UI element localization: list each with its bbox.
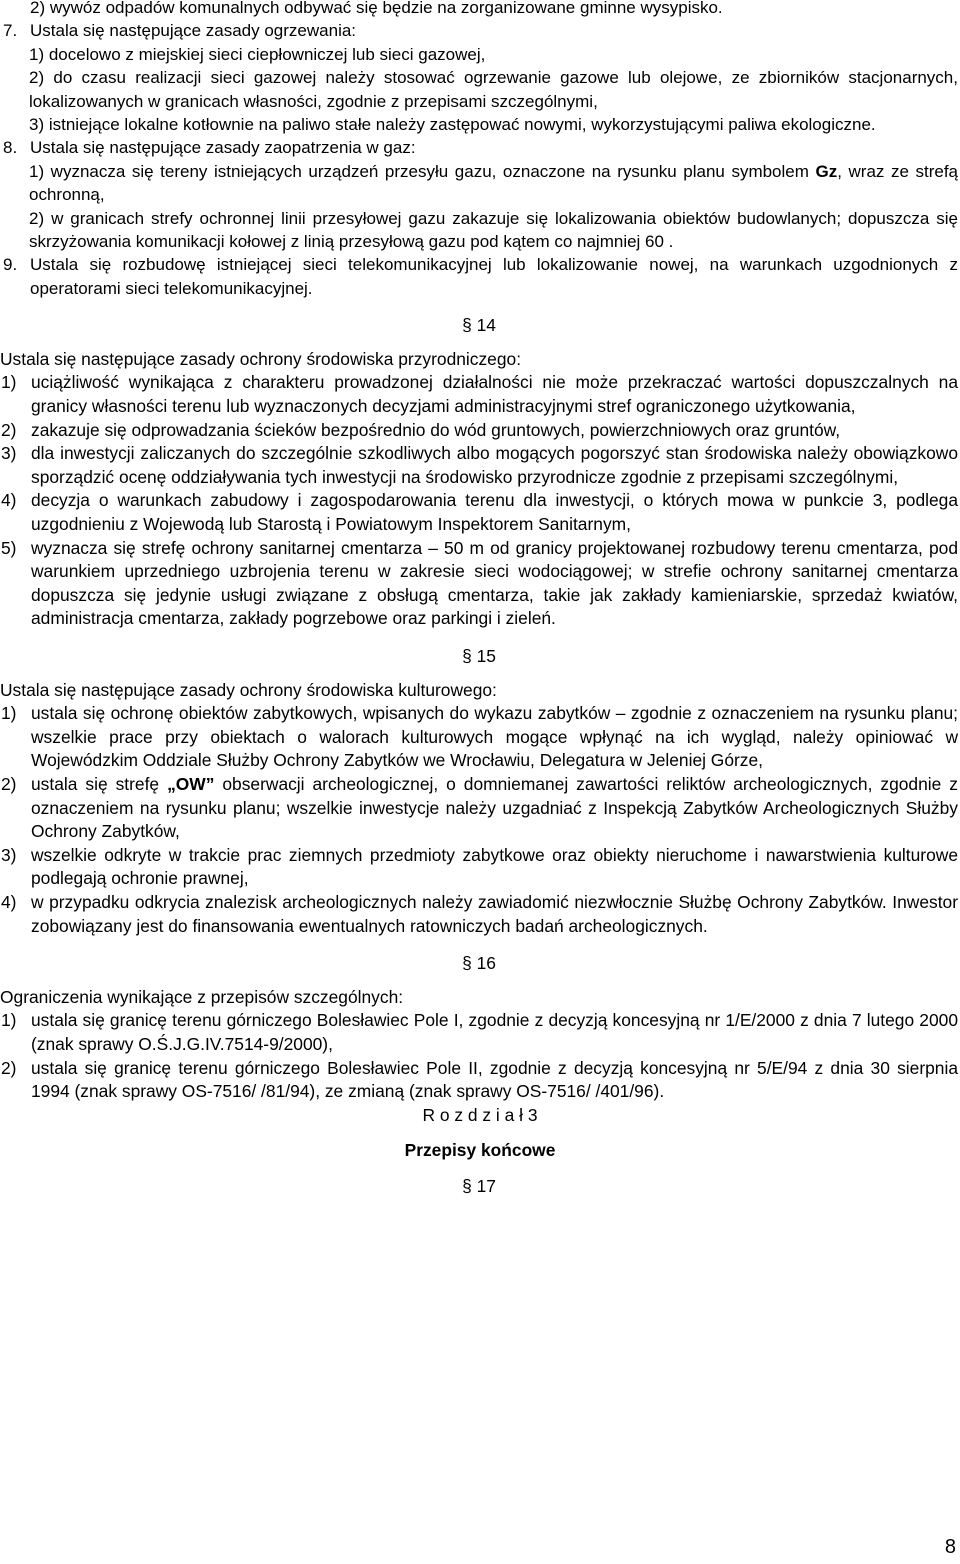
item-text: dla inwestycji zaliczanych do szczególnie szkodliwych albo mogących pogorszyć stan środowiska należy obowiązkowo sporządzić ocenę oddziaływania tych inwestycji na środowisko przyrodnicze zgodnie z przepisami szczególnymi, — [31, 443, 958, 487]
item-text: ustala się granicę terenu górniczego Bolesławiec Pole I, zgodnie z decyzją koncesyjną nr 1/E/2000 z dnia 7 lutego 2000 (znak sprawy O.Ś.J.G.IV.7514-9/2000), — [31, 1010, 958, 1054]
paragraph-16-lead: Ograniczenia wynikające z przepisów szczególnych: — [0, 986, 404, 1007]
item-number: 1) — [1, 1010, 17, 1031]
list-item — [1, 702, 958, 773]
list-item — [1, 537, 958, 631]
item-number: 3) — [1, 443, 17, 464]
paragraph-15-list — [0, 702, 958, 938]
item-text: w przypadku odkrycia znalezisk archeologicznych należy zawiadomić niezwłocznie Służbę Ochrony Zabytków. Inwestor zobowiązany jest do finansowania ewentualnych ratowniczych badań archeologicznych. — [31, 891, 958, 936]
item-text-start: ustala się strefę — [31, 773, 168, 794]
paragraph-16-list — [0, 1009, 958, 1103]
item-number: 4) — [1, 891, 17, 912]
item-number: 5) — [1, 537, 17, 558]
list-item — [1, 371, 958, 418]
paragraph-15-number: 15 — [476, 646, 496, 666]
item-number: 4) — [1, 490, 17, 511]
page-number: 8 — [944, 1536, 956, 1559]
section-8-item-1 — [29, 160, 958, 207]
section-7-lead: Ustala się następujące zasady ogrzewania: — [30, 21, 357, 41]
item-number: 3) — [1, 844, 17, 865]
list-item — [1, 891, 958, 938]
paragraph-16-heading — [0, 952, 958, 976]
list-item — [1, 489, 958, 536]
item-text: zakazuje się odprowadzania ścieków bezpośrednio do wód gruntowych, powierzchniowych oraz gruntów, — [31, 419, 841, 440]
list-item — [1, 773, 958, 844]
section-9-text: Ustala się rozbudowę istniejącej sieci telekomunikacyjnej lub lokalizowanie nowej, na warunkach uzgodnionych z operatorami sieci telekomunikacyjnej. — [30, 255, 958, 298]
section-7-item-3: 3) istniejące lokalne kotłownie na paliwo stałe należy zastępować nowymi, wykorzystującymi paliwa ekologiczne. — [29, 115, 876, 135]
section-8-lead: Ustala się następujące zasady zaopatrzenia w gaz: — [30, 138, 416, 158]
section-7-item-2: 2) do czasu realizacji sieci gazowej należy stosować ogrzewanie gazowe lub olejowe, ze zbiorników stacjonarnych, lokalizowanych w granicach własności, zgodnie z przepisami szczególnymi, — [29, 68, 958, 111]
paragraph-14-lead: Ustala się następujące zasady ochrony środowiska przyrodniczego: — [0, 348, 522, 369]
gas-symbol: Gz — [815, 161, 838, 181]
section-7-item-1: 1) docelowo z miejskiej sieci ciepłowniczej lub sieci gazowej, — [29, 44, 486, 64]
item-text: wszelkie odkryte w trakcie prac ziemnych przedmioty zabytkowe oraz obiekty nieruchome i nawarstwienia kulturowe podlegają ochronie prawnej, — [31, 844, 958, 889]
section-7-number: 7. — [3, 21, 18, 41]
ow-symbol: „OW” — [167, 773, 215, 794]
gas-item-text-end: , wraz ze strefą ochronną, — [29, 161, 958, 205]
section-9 — [0, 253, 958, 300]
item-text: decyzja o warunkach zabudowy i zagospodarowania terenu dla inwestycji, o których mowa w punkcie 3, podlega uzgodnieniu z Wojewodą lub Starostą i Powiatowym Inspektorem Sanitarnym, — [31, 490, 958, 535]
paragraph-17-heading — [0, 1175, 958, 1199]
paragraph-15-lead: Ustala się następujące zasady ochrony środowiska kulturowego: — [0, 679, 497, 700]
paragraph-14-heading — [0, 314, 958, 338]
item-text-end: obserwacji archeologicznej, o domniemanej zawartości reliktów archeologicznych, zgodnie z oznaczeniem na rysunku planu; wszelkie inwestycje należy uzgadniać z Inspekcją Zabytków Archeologicznych Służby Ochrony Zabytków, — [31, 773, 958, 842]
paragraph-15-heading — [0, 645, 958, 669]
item-number: 2) — [1, 773, 17, 794]
section-7 — [0, 19, 958, 42]
paragraph-14-number: 14 — [476, 315, 496, 336]
section-7-items — [0, 43, 958, 137]
paragraph-17-number: 17 — [476, 1175, 496, 1196]
paragraph-sign: § — [462, 1175, 477, 1196]
section-8-number: 8. — [3, 138, 18, 158]
item-number: 1) — [1, 703, 17, 724]
paragraph-16-number: 16 — [476, 953, 496, 974]
list-item — [1, 844, 958, 891]
list-item — [1, 419, 958, 443]
gas-item-text: 1) wyznacza się tereny istniejących urządzeń przesyłu gazu, oznaczone na rysunku planu symbolem — [29, 161, 816, 181]
section-8 — [0, 136, 958, 159]
chapter-title: Przepisy końcowe — [404, 1140, 556, 1161]
paragraph-14-list — [0, 371, 958, 631]
item-number: 2) — [1, 1057, 17, 1078]
section-9-number: 9. — [3, 255, 18, 275]
section-7-8-9 — [0, 0, 958, 300]
item-number: 2) — [1, 419, 17, 440]
item-text: ustala się granicę terenu górniczego Bolesławiec Pole II, zgodnie z decyzją koncesyjną nr 5/E/94 z dnia 30 sierpnia 1994 (znak sprawy OS-7516/ /81/94), ze zmianą (znak sprawy OS-7516/ /401/96). — [31, 1057, 958, 1102]
list-item — [1, 1057, 958, 1104]
item-text — [31, 773, 958, 844]
paragraph-sign: § — [462, 953, 477, 974]
chapter-label: R o z d z i a ł 3 — [422, 1104, 538, 1125]
paragraph-sign: § — [462, 646, 477, 666]
section-8-items — [0, 160, 958, 254]
paragraph-sign: § — [462, 315, 477, 336]
section-8-item-2: 2) w granicach strefy ochronnej linii przesyłowej gazu zakazuje się lokalizowania obiektów budowlanych; dopuszcza się skrzyżowania komunikacji kołowej z linią przesyłową gazu pod kątem co najmniej 60 . — [29, 208, 958, 252]
list-item — [1, 1009, 958, 1056]
item-text: uciążliwość wynikająca z charakteru prowadzonej działalności nie może przekraczać wartości dopuszczalnych na granicy własności terenu lub wyznaczonych decyzjami administracyjnymi stref ograniczonego użytkowania, — [31, 372, 958, 417]
line-waste-disposal: 2) wywóz odpadów komunalnych odbywać się będzie na zorganizowane gminne wysypisko. — [30, 0, 723, 17]
item-text: wyznacza się strefę ochrony sanitarnej cmentarza – 50 m od granicy projektowanej rozbudowy terenu cmentarza, pod warunkiem uprzedniego uzbrojenia terenu w zakresie sieci wodociągowej; w strefie ochrony sanitarnej cmentarza dopuszcza się jedynie usługi związane z obsługą cmentarza, takie jak zakłady kamieniarskie, sprzedaż kwiatów, administracja cmentarza, zakłady pogrzebowe oraz parkingi i zieleń. — [31, 537, 958, 629]
item-number: 1) — [1, 372, 17, 393]
list-item — [1, 442, 958, 489]
item-text: ustala się ochronę obiektów zabytkowych, wpisanych do wykazu zabytków – zgodnie z oznaczeniem na rysunku planu; wszelkie prace przy obiektach o walorach kulturowych mogące wpłynąć na ich wygląd, należy opiniować w Wojewódzkim Oddziale Służby Ochrony Zabytków we Wrocławiu, Delegatura w Jeleniej Górze, — [31, 703, 958, 771]
